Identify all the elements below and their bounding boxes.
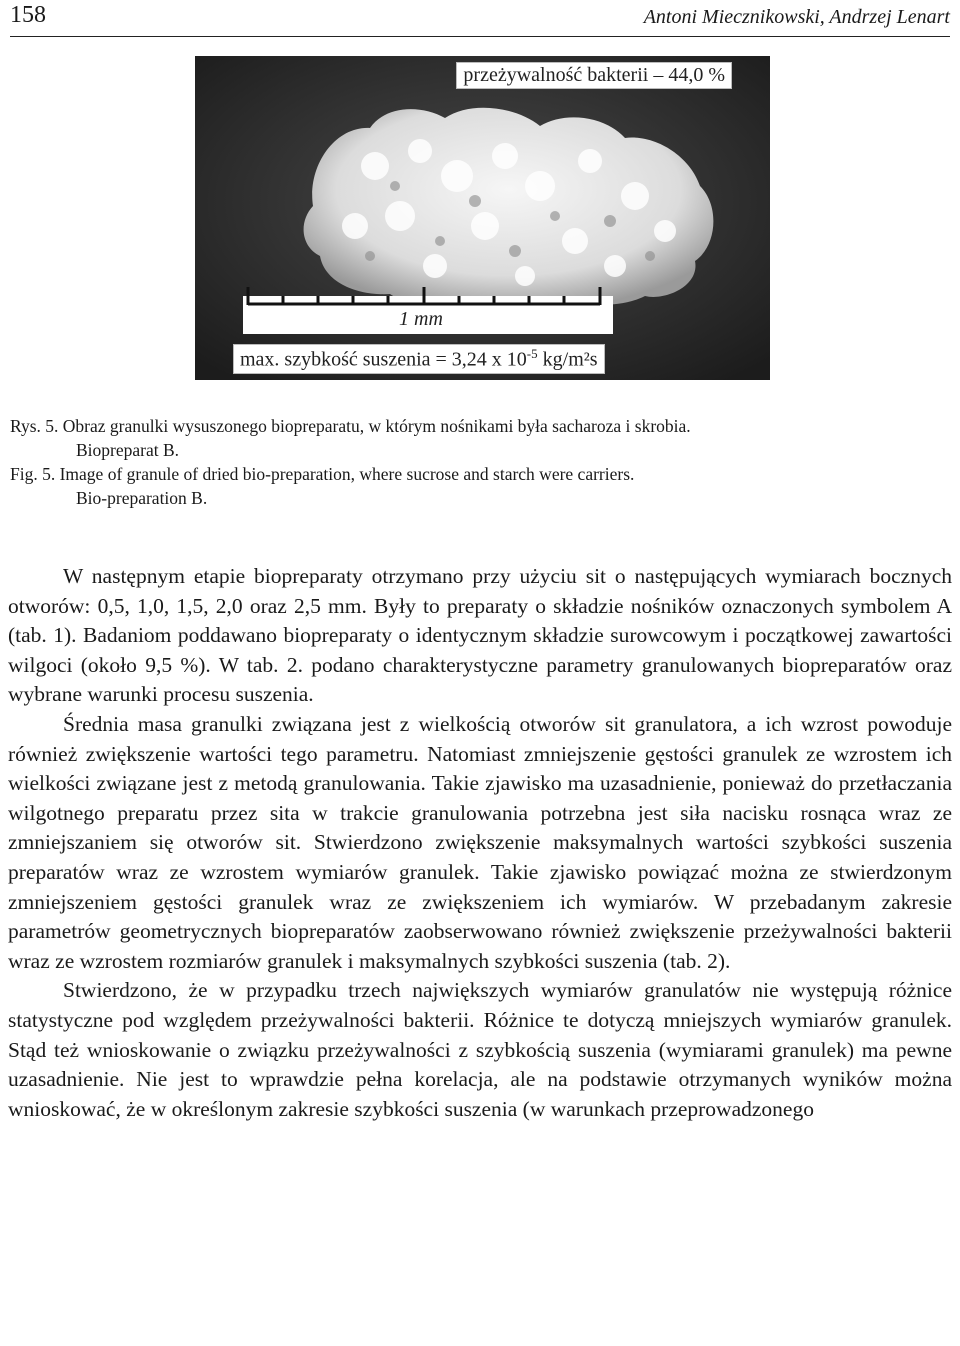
caption-en-line1: Fig. 5. Image of granule of dried bio-preparation, where sucrose and starch were carriers. xyxy=(10,464,635,484)
paragraph: W następnym etapie biopreparaty otrzymano przy użyciu sit o następujących wymiarach bocznych otworów: 0,5, 1,0, 1,5, 2,0 oraz 2,5 mm. Były to preparaty o składzie nośników oznaczonych symbolem A (tab. 1). Badaniom poddawano biopreparaty o identycznym składzie surowcowym i początkowej zawartości wilgoci (około 9,5 %). W tab. 2. podano charakterystyczne parametry granulowanych biopreparatów oraz wybrane warunki procesu suszenia. xyxy=(8,564,952,707)
caption-pl-line1: Rys. 5. Obraz granulki wysuszonego biopreparatu, w którym nośnikami była sacharoza i skrobia. xyxy=(10,416,691,436)
caption-pl-line2: Biopreparat B. xyxy=(76,440,180,460)
drying-rate-suffix: kg/m²s xyxy=(537,349,598,371)
granule-figure xyxy=(195,56,770,380)
drying-rate-prefix: max. szybkość suszenia = 3,24 x 10 xyxy=(240,349,527,371)
page-header xyxy=(10,0,950,37)
paragraph: Średnia masa granulki związana jest z wielkością otworów sit granulatora, a ich wzrost powoduje również zwiększenie wartości tego parametru. Natomiast zmniejszenie gęstości granulek ze wzrostem ich wielkości związane jest z metodą granulowania. Takie zjawisko ma uzasadnienie, ponieważ do przetłaczania wilgotnego preparatu przez sita w trakcie granulowania potrzebna jest siła nacisku rosnąca wraz ze zmniejszaniem się otworów sit. Stwierdzono zwiększenie maksymalnych wartości szybkości suszenia preparatów wraz ze wzrostem wymiarów granulek. Takie zjawisko powiązać można ze stwierdzonym zmniejszeniem gęstości granulek wraz ze zwiększeniem ich wymiarów. W przebadanym zakresie parametrów geometrycznych biopreparatów zaobserwowano również zwiększenie przeżywalności bakterii wraz ze wzrostem rozmiarów granulek i maksymalnych szybkości suszenia (tab. 2). xyxy=(8,711,952,973)
page-number: 158 xyxy=(10,2,46,28)
granule-photo xyxy=(195,56,770,380)
survival-label: przeżywalność bakterii – 44,0 % xyxy=(456,62,732,89)
paragraph: Stwierdzono, że w przypadku trzech największych wymiarów granulatów nie występują różnice statystyczne pod względem przeżywalności bakterii. Różnice te dotyczą mniejszych wymiarów granulek. Stąd też wnioskowanie o związku przeżywalności z szybkością suszenia (wymiarami granulek) ma pewne uzasadnienie. Nie jest to wprawdzie pełna korelacja, ale na podstawie otrzymanych wyników można wnioskować, że w określonym zakresie szybkości suszenia (w warunkach przeprowadzonego xyxy=(8,978,952,1121)
figure-caption xyxy=(10,414,910,510)
caption-en-line2: Bio-preparation B. xyxy=(76,488,208,508)
running-head: Antoni Miecznikowski, Andrzej Lenart xyxy=(643,6,950,28)
drying-rate-label xyxy=(233,344,605,374)
scale-label: 1 mm xyxy=(395,308,447,331)
body-text xyxy=(8,562,952,1124)
drying-rate-exponent: -5 xyxy=(526,346,538,362)
